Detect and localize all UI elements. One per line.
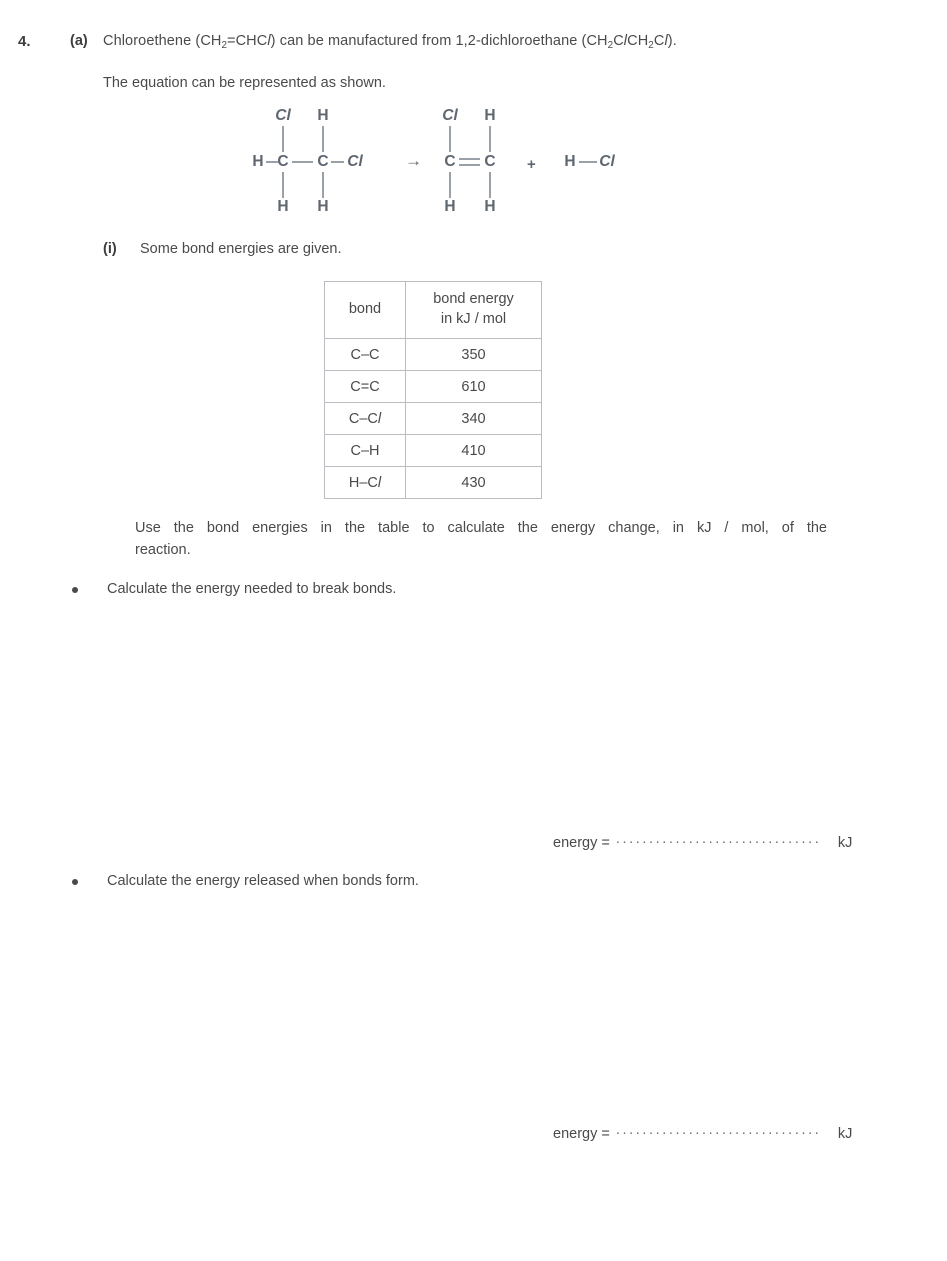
answer-dotted-leader[interactable]: ............................... — [615, 1122, 822, 1138]
cell-energy: 350 — [406, 339, 542, 371]
cell-energy: 340 — [406, 403, 542, 435]
cell-energy: 430 — [406, 467, 542, 499]
bond-vertical-c2-h — [322, 126, 324, 152]
bond-vertical-c2-h-lower — [322, 172, 324, 198]
product-top-left-chlorine: Cl — [442, 107, 458, 124]
answer-unit: kJ — [837, 1126, 853, 1142]
product-bottom-right-hydrogen: H — [484, 198, 496, 215]
bond-name: C–C — [350, 346, 380, 363]
bond-name: C–C — [348, 410, 378, 427]
stem-text-segment: C — [653, 33, 665, 49]
stem-text-segment: CH — [627, 33, 649, 49]
bond-horizontal-c1-c2 — [292, 161, 313, 163]
bond-vertical-product-c1-cl — [449, 126, 451, 152]
answer-unit: kJ — [837, 835, 853, 851]
reactant-carbon-1: C — [277, 153, 289, 170]
stem-text-segment: ). — [667, 33, 677, 49]
table-body — [325, 339, 542, 499]
subpart-text: Some bond energies are given. — [140, 241, 342, 257]
table-header-energy-line1: bond energy — [433, 291, 514, 308]
product-carbon-2: C — [484, 153, 496, 170]
table-row — [325, 435, 542, 467]
answer-label: energy = — [553, 1126, 610, 1142]
stem-text-segment: ) can be manufactured from 1,2-dichloroethane (CH — [270, 33, 608, 49]
answer-line-energy-break — [553, 831, 852, 851]
question-number: 4. — [18, 33, 31, 50]
cell-bond — [325, 467, 406, 499]
instruction-paragraph — [135, 517, 827, 561]
bond-energy-table — [324, 281, 542, 499]
answer-line-energy-released — [553, 1122, 852, 1142]
reactant-top-right-hydrogen: H — [317, 107, 329, 124]
instruction-line-1: Use the bond energies in the table to calculate the energy change, in kJ / mol, of the — [135, 520, 827, 536]
product-bottom-left-hydrogen: H — [444, 198, 456, 215]
cell-bond — [325, 371, 406, 403]
subscript-2: 2 — [221, 39, 228, 51]
cell-bond — [325, 403, 406, 435]
table-row — [325, 467, 542, 499]
bullet-marker — [72, 879, 78, 885]
bond-name: C=C — [350, 378, 380, 395]
answer-label: energy = — [553, 835, 610, 851]
hcl-hydrogen: H — [564, 153, 576, 170]
bond-vertical-c1-cl — [282, 126, 284, 152]
table-row — [325, 403, 542, 435]
italic-l: l — [267, 33, 271, 49]
reactant-bottom-right-hydrogen: H — [317, 198, 329, 215]
answer-dotted-leader[interactable]: ............................... — [615, 831, 822, 847]
reactant-top-left-chlorine: Cl — [275, 107, 291, 124]
table-row — [325, 339, 542, 371]
equation-plus-sign: + — [527, 156, 536, 173]
bullet-item-break-bonds: Calculate the energy needed to break bonds. — [107, 581, 397, 597]
bond-name-italic: l — [377, 410, 382, 427]
stem-text-segment: C — [613, 33, 624, 49]
cell-bond — [325, 435, 406, 467]
double-bond-lower-line — [459, 164, 480, 166]
table-header-bond: bond — [325, 282, 406, 339]
italic-l: l — [664, 33, 668, 49]
question-stem-line-2: The equation can be represented as shown. — [103, 75, 386, 91]
reaction-arrow: → — [405, 151, 422, 170]
product-carbon-1: C — [444, 153, 456, 170]
subpart-label: (i) — [103, 241, 117, 257]
table-header-energy-line2: in kJ / mol — [440, 311, 507, 327]
double-bond-upper-line — [459, 158, 480, 160]
bond-name-italic: l — [377, 474, 382, 491]
cell-bond — [325, 339, 406, 371]
chemical-equation-diagram — [230, 108, 670, 218]
bond-vertical-product-c2-h — [489, 126, 491, 152]
reactant-left-hydrogen: H — [252, 153, 264, 170]
question-part-label: (a) — [70, 33, 88, 49]
bond-vertical-product-c1-h-lower — [449, 172, 451, 198]
reactant-carbon-2: C — [317, 153, 329, 170]
bond-name: C–H — [350, 442, 380, 459]
instruction-line-2: reaction. — [135, 542, 191, 558]
stem-text-segment: Chloroethene (CH — [103, 33, 222, 49]
bond-vertical-c1-h-lower — [282, 172, 284, 198]
table-header-energy — [406, 282, 542, 339]
bond-vertical-product-c2-h-lower — [489, 172, 491, 198]
italic-l: l — [623, 33, 628, 49]
subscript-2: 2 — [607, 39, 614, 51]
bond-name: H–C — [348, 474, 378, 491]
product-top-right-hydrogen: H — [484, 107, 496, 124]
reactant-right-chlorine: Cl — [347, 153, 363, 170]
cell-energy: 410 — [406, 435, 542, 467]
table-header-row — [325, 282, 542, 339]
cell-energy: 610 — [406, 371, 542, 403]
reactant-bottom-left-hydrogen: H — [277, 198, 289, 215]
bullet-marker — [72, 587, 78, 593]
hcl-chlorine: Cl — [599, 153, 615, 170]
bullet-item-form-bonds: Calculate the energy released when bonds form. — [107, 873, 419, 889]
question-stem-line-1 — [103, 33, 677, 51]
subscript-2: 2 — [648, 39, 654, 51]
table-row — [325, 371, 542, 403]
stem-text-segment: =CHC — [227, 33, 268, 49]
